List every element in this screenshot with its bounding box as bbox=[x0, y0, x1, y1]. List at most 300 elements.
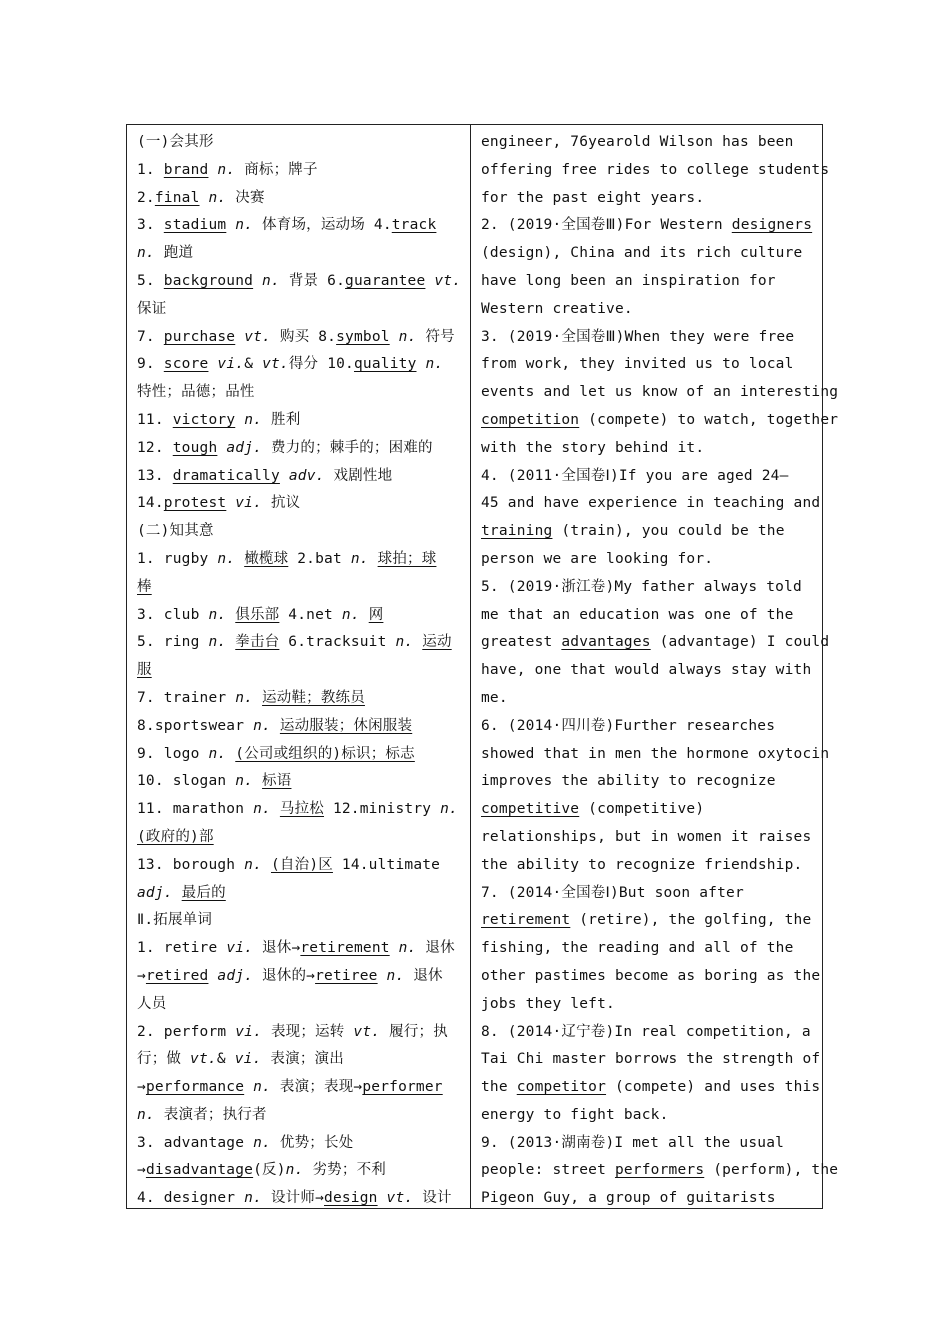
part-of-speech: n. bbox=[235, 689, 254, 706]
text-segment: greatest bbox=[481, 634, 562, 651]
right-column-line bbox=[481, 268, 822, 296]
text-segment: the bbox=[481, 1079, 517, 1096]
left-column-line bbox=[137, 1157, 470, 1185]
answer-text: competitor bbox=[516, 1079, 607, 1096]
right-column-line bbox=[481, 1157, 839, 1185]
text-segment: offering free rides to college students bbox=[481, 161, 830, 178]
text-segment: 3. club bbox=[137, 606, 209, 623]
answer-text: dramatically bbox=[172, 467, 280, 484]
part-of-speech: n. bbox=[341, 606, 360, 623]
text-segment bbox=[253, 773, 262, 789]
right-column-line bbox=[481, 463, 822, 491]
answer-text: victory bbox=[172, 411, 236, 428]
text-segment: 14. bbox=[137, 495, 164, 512]
text-segment: 保证 bbox=[137, 300, 167, 317]
right-column-line bbox=[481, 351, 822, 379]
part-of-speech: vt. bbox=[244, 328, 271, 345]
text-segment: from work, they invited us to local bbox=[481, 356, 794, 373]
right-column-line bbox=[481, 129, 822, 157]
text-segment: jobs they left. bbox=[481, 995, 615, 1012]
answer-text: (公司或组织的)标识；标志 bbox=[235, 745, 415, 762]
text-segment: 退休 bbox=[416, 940, 455, 957]
answer-text: 拳击台 bbox=[235, 634, 280, 651]
text-segment bbox=[226, 495, 235, 511]
part-of-speech: n. bbox=[137, 1106, 155, 1123]
text-segment: Western creative. bbox=[481, 300, 633, 317]
left-column-line bbox=[137, 212, 470, 240]
text-segment: 5. bbox=[137, 272, 164, 289]
answer-text: competition bbox=[481, 411, 580, 428]
part-of-speech: n. bbox=[244, 856, 263, 873]
text-segment: → bbox=[137, 967, 146, 984]
text-segment bbox=[378, 968, 387, 984]
text-segment: 胜利 bbox=[262, 411, 301, 428]
left-column-line bbox=[137, 1046, 470, 1074]
part-of-speech: adv. bbox=[288, 467, 325, 484]
right-column-line bbox=[481, 852, 822, 880]
text-segment: 5. (2019·浙江卷)My father always told bbox=[481, 578, 802, 595]
text-segment: 背景 6. bbox=[279, 272, 346, 289]
part-of-speech: n. bbox=[253, 1134, 271, 1151]
left-column-line bbox=[137, 435, 470, 463]
left-column-line bbox=[137, 657, 470, 685]
text-segment: (反) bbox=[253, 1162, 286, 1179]
text-segment: 体育场，运动场 4. bbox=[253, 217, 392, 234]
left-column-line bbox=[137, 240, 470, 268]
part-of-speech: n. bbox=[398, 940, 417, 957]
part-of-speech: n. bbox=[262, 272, 280, 289]
right-column-line bbox=[481, 935, 822, 963]
text-segment bbox=[226, 607, 235, 623]
answer-text: disadvantage bbox=[145, 1162, 254, 1179]
text-segment: 戏剧性地 bbox=[324, 467, 393, 484]
right-column-line bbox=[481, 602, 822, 630]
answer-text: stadium bbox=[163, 217, 227, 234]
text-segment bbox=[173, 885, 182, 901]
left-column-line bbox=[137, 463, 470, 491]
answer-text: purchase bbox=[163, 328, 236, 345]
text-segment: 决赛 bbox=[226, 189, 265, 206]
text-segment: 8.sportswear bbox=[137, 717, 254, 734]
text-segment: 9. bbox=[137, 356, 164, 373]
text-segment: with the story behind it. bbox=[481, 439, 705, 456]
left-column-line bbox=[137, 157, 470, 185]
answer-text: performance bbox=[145, 1079, 245, 1096]
text-segment bbox=[413, 634, 422, 650]
left-column-line bbox=[137, 268, 470, 296]
text-segment: (compete) to watch, together bbox=[579, 411, 839, 428]
answer-text: 网 bbox=[368, 606, 384, 623]
right-column-line bbox=[481, 713, 822, 741]
text-segment: (一)会其形 bbox=[137, 134, 214, 150]
text-segment: 表演；演出 bbox=[261, 1051, 344, 1068]
answer-text: 标语 bbox=[262, 773, 292, 790]
text-segment: Pigeon Guy, a group of guitarists bbox=[481, 1190, 776, 1207]
text-segment bbox=[369, 551, 378, 567]
answer-text: performers bbox=[614, 1162, 705, 1179]
answer-text: design bbox=[324, 1190, 378, 1207]
left-column-line bbox=[137, 518, 470, 546]
right-column-line bbox=[481, 407, 839, 435]
left-column-line bbox=[137, 963, 470, 991]
text-segment: 劣势；不利 bbox=[303, 1162, 386, 1179]
answer-text: background bbox=[163, 272, 254, 289]
right-column-line bbox=[481, 963, 822, 991]
answer-text: 俱乐部 bbox=[235, 606, 280, 623]
right-column-line bbox=[481, 296, 822, 324]
text-segment bbox=[226, 746, 235, 762]
text-segment bbox=[271, 718, 280, 734]
answer-text: competitive bbox=[481, 801, 580, 818]
part-of-speech: n. bbox=[386, 967, 405, 984]
text-segment: for the past eight years. bbox=[481, 189, 705, 206]
answer-text: guarantee bbox=[345, 272, 426, 289]
text-segment: events and let us know of an interesting bbox=[481, 384, 839, 401]
answer-text: 棒 bbox=[137, 578, 152, 595]
text-segment: 履行；执 bbox=[380, 1023, 448, 1040]
text-segment: engineer, 76yearold Wilson has been bbox=[481, 134, 794, 150]
left-column-line bbox=[137, 129, 470, 157]
text-segment: & bbox=[216, 1051, 235, 1068]
left-column-line bbox=[137, 991, 470, 1019]
left-column-line bbox=[137, 574, 470, 602]
right-column-line bbox=[481, 1130, 822, 1158]
right-column-line bbox=[481, 490, 822, 518]
text-segment: the ability to recognize friendship. bbox=[481, 856, 803, 873]
left-column-line bbox=[137, 379, 470, 407]
left-column-line bbox=[137, 351, 470, 379]
right-column-line bbox=[481, 629, 830, 657]
text-segment: 13. bbox=[137, 467, 173, 484]
answer-text: retirement bbox=[481, 912, 571, 929]
text-segment: 5. ring bbox=[137, 634, 209, 651]
text-segment bbox=[280, 468, 289, 484]
part-of-speech: n. bbox=[395, 634, 414, 651]
text-segment: 9. logo bbox=[137, 745, 209, 762]
text-segment: have, one that would always stay with bbox=[481, 662, 812, 679]
part-of-speech: vt. bbox=[386, 1190, 414, 1207]
text-segment: 8. (2014·辽宁卷)In real competition, a bbox=[481, 1023, 811, 1040]
text-segment: 表演；表现→ bbox=[270, 1079, 363, 1096]
text-segment: 45 and have experience in teaching and bbox=[481, 495, 821, 512]
text-segment: 6. (2014·四川卷)Further researches bbox=[481, 717, 776, 734]
part-of-speech: n. bbox=[244, 411, 263, 428]
part-of-speech: n. bbox=[253, 1079, 271, 1096]
text-segment: 跑道 bbox=[154, 245, 194, 262]
text-segment bbox=[390, 940, 399, 956]
text-segment: 12. bbox=[137, 439, 173, 456]
text-segment: people: street bbox=[481, 1162, 615, 1179]
text-segment bbox=[226, 634, 235, 650]
text-segment: 11. bbox=[137, 411, 173, 428]
answer-text: training bbox=[481, 523, 553, 540]
text-segment: 13. borough bbox=[137, 856, 245, 873]
right-column-line bbox=[481, 546, 822, 574]
right-column-line bbox=[481, 1102, 822, 1130]
text-segment: relationships, but in women it raises bbox=[481, 828, 812, 845]
answer-text: 运动服装；休闲服装 bbox=[279, 717, 413, 734]
right-column-line bbox=[481, 1046, 822, 1074]
text-segment: showed that in men the hormone oxytocin bbox=[481, 745, 830, 762]
left-column-line bbox=[137, 324, 470, 352]
right-column-line bbox=[481, 574, 822, 602]
left-column-line bbox=[137, 741, 470, 769]
left-column-line bbox=[137, 546, 470, 574]
part-of-speech: n. bbox=[350, 550, 369, 567]
part-of-speech: n. bbox=[440, 801, 458, 818]
text-segment: 表现；运转 bbox=[262, 1023, 354, 1040]
text-segment: Ⅱ.拓展单词 bbox=[137, 912, 213, 929]
text-segment: improves the ability to recognize bbox=[481, 773, 776, 790]
text-segment bbox=[360, 607, 369, 623]
text-segment bbox=[253, 273, 262, 289]
text-segment: → bbox=[137, 1162, 146, 1179]
text-segment: me. bbox=[481, 689, 508, 706]
part-of-speech: n. bbox=[208, 606, 227, 623]
left-column-line bbox=[137, 768, 470, 796]
left-column-line bbox=[137, 1074, 470, 1102]
answer-text: performer bbox=[362, 1079, 443, 1096]
answer-text: (政府的)部 bbox=[137, 828, 214, 845]
text-segment: (design), China and its rich culture bbox=[481, 245, 803, 262]
left-column-line bbox=[137, 1185, 470, 1213]
text-segment: 1. retire bbox=[137, 940, 227, 957]
part-of-speech: n. bbox=[217, 550, 236, 567]
part-of-speech: n. bbox=[217, 161, 236, 178]
text-segment: 6.tracksuit bbox=[279, 634, 396, 651]
text-segment bbox=[235, 551, 244, 567]
right-column-line bbox=[481, 157, 830, 185]
part-of-speech: n. bbox=[244, 1190, 263, 1207]
part-of-speech: vi. bbox=[217, 356, 245, 373]
text-segment: 2. (2019·全国卷Ⅲ)For Western bbox=[481, 217, 732, 234]
text-segment: 优势；长处 bbox=[270, 1134, 354, 1151]
part-of-speech: n. bbox=[137, 245, 155, 262]
right-column-line bbox=[481, 185, 822, 213]
answer-text: retiree bbox=[315, 967, 378, 984]
right-column bbox=[471, 125, 839, 1208]
part-of-speech: vt. bbox=[262, 356, 289, 373]
text-segment: 抗议 bbox=[262, 495, 301, 512]
right-column-line bbox=[481, 212, 822, 240]
answer-text: symbol bbox=[336, 328, 390, 345]
left-column-line bbox=[137, 796, 470, 824]
answer-text: 橄榄球 bbox=[244, 550, 289, 567]
right-column-line bbox=[481, 435, 822, 463]
right-column-line bbox=[481, 1074, 822, 1102]
answer-text: quality bbox=[353, 356, 417, 373]
answer-text: advantages bbox=[561, 634, 651, 651]
text-segment: 商标；牌子 bbox=[235, 161, 318, 178]
right-column-line bbox=[481, 1019, 822, 1047]
right-column-line bbox=[481, 796, 822, 824]
text-segment bbox=[253, 690, 262, 706]
text-segment: fishing, the reading and all of the bbox=[481, 940, 794, 957]
part-of-speech: vi. bbox=[235, 495, 263, 512]
text-segment: 4. designer bbox=[137, 1190, 245, 1207]
answer-text: (自治)区 bbox=[270, 856, 333, 873]
text-segment: 9. (2013·湖南卷)I met all the usual bbox=[481, 1134, 785, 1151]
text-segment: 退休→ bbox=[253, 940, 301, 957]
part-of-speech: adj. bbox=[217, 967, 254, 984]
text-segment: 14.ultimate bbox=[332, 856, 441, 873]
answer-text: track bbox=[391, 217, 437, 234]
part-of-speech: n. bbox=[208, 634, 227, 651]
left-column-line bbox=[137, 1130, 470, 1158]
part-of-speech: n. bbox=[208, 745, 227, 762]
text-segment: 1. bbox=[137, 161, 164, 178]
left-column-line bbox=[137, 1019, 470, 1047]
text-segment: 退休 bbox=[404, 967, 443, 984]
left-column-line bbox=[137, 1102, 470, 1130]
answer-text: 服 bbox=[137, 662, 152, 679]
left-column-line bbox=[137, 880, 470, 908]
part-of-speech: n. bbox=[285, 1162, 304, 1179]
text-segment: Tai Chi master borrows the strength of bbox=[481, 1051, 821, 1068]
text-segment: 退休的→ bbox=[253, 967, 316, 984]
text-segment: 7. trainer bbox=[137, 689, 236, 706]
part-of-speech: n. bbox=[398, 328, 417, 345]
text-segment: other pastimes become as boring as the bbox=[481, 967, 821, 984]
part-of-speech: vi. bbox=[226, 940, 254, 957]
left-column-line bbox=[137, 824, 470, 852]
left-column-line bbox=[137, 713, 470, 741]
text-segment: (perform), the bbox=[704, 1162, 839, 1179]
text-segment: 4. (2011·全国卷Ⅰ)If you are aged 24— bbox=[481, 467, 789, 484]
part-of-speech: n. bbox=[235, 217, 254, 234]
right-column-line bbox=[481, 880, 822, 908]
right-column-line bbox=[481, 657, 822, 685]
text-segment: (train), you could be the bbox=[552, 523, 785, 540]
right-column-line bbox=[481, 324, 822, 352]
left-column-line bbox=[137, 907, 470, 935]
text-segment bbox=[226, 217, 235, 233]
text-segment: (compete) and uses this bbox=[606, 1079, 821, 1096]
answer-text: protest bbox=[163, 495, 227, 512]
part-of-speech: adj. bbox=[137, 884, 173, 901]
answer-text: retirement bbox=[300, 940, 390, 957]
part-of-speech: n. bbox=[235, 773, 254, 790]
text-segment bbox=[235, 412, 244, 428]
left-column-line bbox=[137, 490, 470, 518]
right-column-line bbox=[481, 907, 822, 935]
text-segment: 设计师→ bbox=[262, 1190, 325, 1207]
text-segment bbox=[271, 801, 280, 817]
text-segment bbox=[262, 857, 271, 873]
text-segment: (competitive) bbox=[579, 801, 705, 818]
text-segment: 3. advantage bbox=[137, 1134, 254, 1151]
text-segment: 费力的；棘手的；困难的 bbox=[262, 439, 433, 456]
right-column-line bbox=[481, 741, 830, 769]
answer-text: 球拍；球 bbox=[377, 550, 437, 567]
text-segment bbox=[244, 1079, 253, 1095]
text-segment: have long been an inspiration for bbox=[481, 272, 776, 289]
text-segment: 7. bbox=[137, 328, 164, 345]
text-segment: 2.bat bbox=[288, 550, 351, 567]
right-column-line bbox=[481, 991, 822, 1019]
part-of-speech: n. bbox=[425, 356, 444, 373]
left-column-line bbox=[137, 935, 470, 963]
answer-text: designers bbox=[731, 217, 813, 234]
text-segment bbox=[217, 440, 226, 456]
answer-text: tough bbox=[172, 439, 218, 456]
text-segment: (retire), the golfing, the bbox=[570, 912, 812, 929]
right-column-line bbox=[481, 379, 839, 407]
text-segment: 特性；品德；品性 bbox=[137, 384, 255, 401]
right-column-line bbox=[481, 685, 822, 713]
right-column-line bbox=[481, 768, 822, 796]
text-segment: 7. (2014·全国卷Ⅰ)But soon after bbox=[481, 884, 744, 901]
left-column-line bbox=[137, 629, 470, 657]
text-segment: & bbox=[244, 356, 263, 373]
text-segment: 3. (2019·全国卷Ⅲ)When they were free bbox=[481, 328, 795, 345]
text-segment: 购买 8. bbox=[270, 328, 337, 345]
text-segment: 4.net bbox=[279, 606, 342, 623]
text-segment: 12.ministry bbox=[324, 801, 441, 818]
left-column-line bbox=[137, 852, 470, 880]
text-segment: person we are looking for. bbox=[481, 550, 714, 567]
text-segment: 符号 bbox=[416, 328, 455, 345]
answer-text: 最后的 bbox=[181, 884, 226, 901]
answer-text: 运动鞋；教练员 bbox=[262, 689, 365, 706]
answer-text: 运动 bbox=[422, 634, 452, 651]
vocabulary-table bbox=[126, 124, 839, 1209]
text-segment: 2. perform bbox=[137, 1023, 236, 1040]
text-segment: 10. slogan bbox=[137, 773, 236, 790]
text-segment: energy to fight back. bbox=[481, 1106, 669, 1123]
right-column-line bbox=[481, 518, 822, 546]
answer-text: score bbox=[163, 356, 209, 373]
answer-text: 马拉松 bbox=[279, 801, 325, 818]
right-column-line bbox=[481, 1185, 822, 1213]
left-column bbox=[127, 125, 471, 1208]
text-segment: 3. bbox=[137, 217, 164, 234]
answer-text: final bbox=[154, 189, 200, 206]
text-segment: 人员 bbox=[137, 995, 167, 1012]
text-segment: 设计 bbox=[413, 1190, 452, 1207]
part-of-speech: n. bbox=[253, 717, 271, 734]
text-segment bbox=[390, 329, 399, 345]
part-of-speech: adj. bbox=[226, 439, 263, 456]
text-segment: 表演者；执行者 bbox=[154, 1106, 267, 1123]
left-column-line bbox=[137, 296, 470, 324]
left-column-line bbox=[137, 602, 470, 630]
text-segment: (二)知其意 bbox=[137, 523, 214, 540]
answer-text: retired bbox=[145, 967, 209, 984]
text-segment: 11. marathon bbox=[137, 801, 254, 818]
text-segment bbox=[235, 329, 244, 345]
text-segment: → bbox=[137, 1079, 146, 1096]
part-of-speech: n. bbox=[208, 189, 227, 206]
right-column-line bbox=[481, 240, 822, 268]
left-column-line bbox=[137, 185, 470, 213]
text-segment: 得分 10. bbox=[288, 356, 354, 373]
part-of-speech: vt. bbox=[434, 272, 462, 289]
text-segment: 2. bbox=[137, 189, 155, 206]
part-of-speech: n. bbox=[253, 801, 271, 818]
left-column-line bbox=[137, 685, 470, 713]
text-segment: (advantage) I could bbox=[650, 634, 830, 651]
right-column-line bbox=[481, 824, 822, 852]
text-segment: me that an education was one of the bbox=[481, 606, 794, 623]
part-of-speech: vi. bbox=[235, 1023, 263, 1040]
part-of-speech: vt. bbox=[190, 1051, 217, 1068]
part-of-speech: vi. bbox=[234, 1051, 262, 1068]
text-segment: 1. rugby bbox=[137, 550, 218, 567]
left-column-line bbox=[137, 407, 470, 435]
answer-text: brand bbox=[163, 161, 209, 178]
text-segment: 行；做 bbox=[137, 1051, 191, 1068]
